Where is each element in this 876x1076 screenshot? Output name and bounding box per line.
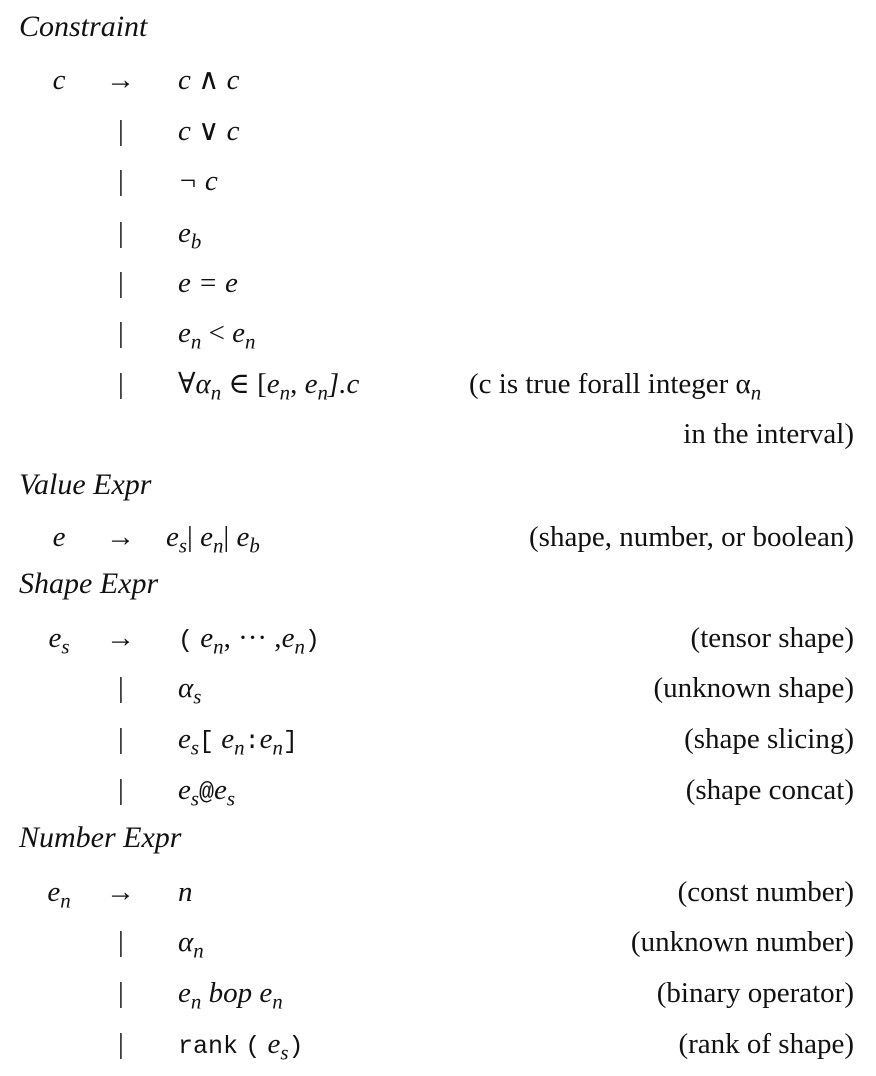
- rule-rhs: $e_s|$ $e_n|$ $e_b$: [166, 521, 260, 558]
- number-expr-title: Number Expr: [19, 821, 182, 854]
- rule-note: (shape slicing): [684, 723, 854, 755]
- rule-note: (c is true forall integer $\alpha_n$: [469, 368, 762, 405]
- rule-rhs: ( $e_n$, ··· $,e_n$): [178, 622, 320, 659]
- alternative-bar: |: [118, 115, 124, 147]
- rule-rhs: $\alpha_s$: [178, 672, 202, 709]
- constraint-forall-note-continuation: [0, 414, 876, 454]
- number-rule-const: [0, 872, 876, 912]
- rule-rhs: $e_n < e_n$: [178, 317, 256, 354]
- rule-note: (shape, number, or boolean): [529, 521, 854, 553]
- alternative-bar: |: [118, 217, 124, 249]
- number-lhs: $e_n$: [47, 876, 71, 913]
- rule-rhs: $e_n$ bop $e_n$: [178, 977, 283, 1014]
- shape-expr-title: Shape Expr: [19, 567, 159, 600]
- rule-rhs: $\forall\alpha_n$ ∈ [$e_n$, $e_n].c$: [178, 368, 360, 405]
- constraint-rule-boolean: [0, 213, 876, 253]
- rule-note: (unknown shape): [653, 672, 854, 704]
- number-rule-binop: [0, 973, 876, 1013]
- constraint-title: Constraint: [19, 10, 148, 43]
- production-arrow: →: [106, 876, 135, 908]
- rule-rhs: rank ( $e_s$): [178, 1028, 304, 1065]
- rule-note: (rank of shape): [678, 1028, 854, 1060]
- constraint-lhs: c: [52, 64, 66, 96]
- production-arrow: →: [106, 622, 135, 654]
- rule-rhs: $\alpha_n$: [178, 926, 204, 963]
- rule-note: in the interval): [683, 418, 854, 450]
- constraint-rule-equality: [0, 263, 876, 303]
- constraint-rule-conjunction: [0, 60, 876, 100]
- alternative-bar: |: [118, 317, 124, 349]
- rule-note: (const number): [677, 876, 854, 908]
- constraint-rule-forall: [0, 364, 876, 404]
- alternative-bar: |: [118, 267, 124, 299]
- rule-rhs: n: [178, 876, 193, 908]
- shape-lhs: $e_s$: [48, 622, 70, 659]
- rule-note: (shape concat): [685, 774, 854, 806]
- shape-rule-slicing: [0, 719, 876, 759]
- production-arrow: →: [106, 521, 135, 553]
- rule-rhs: ¬ c: [178, 165, 218, 197]
- rule-rhs: e = e: [178, 267, 238, 299]
- shape-rule-tensor: [0, 618, 876, 658]
- alternative-bar: |: [118, 165, 124, 197]
- rule-rhs: c ∧ c: [178, 64, 240, 96]
- rule-rhs: $e_b$: [178, 217, 202, 254]
- alternative-bar: |: [118, 926, 124, 958]
- alternative-bar: |: [118, 672, 124, 704]
- number-rule-rank: [0, 1024, 876, 1064]
- rule-note: (binary operator): [656, 977, 854, 1009]
- production-arrow: →: [106, 64, 135, 96]
- rule-rhs: $e_s@e_s$: [178, 774, 236, 811]
- constraint-rule-less-than: [0, 313, 876, 353]
- alternative-bar: |: [118, 977, 124, 1009]
- rule-note: (unknown number): [630, 926, 854, 958]
- value-lhs: e: [52, 521, 66, 553]
- value-rule: [0, 517, 876, 557]
- alternative-bar: |: [118, 723, 124, 755]
- alternative-bar: |: [118, 1028, 124, 1060]
- shape-rule-concat: [0, 770, 876, 810]
- rule-rhs: c ∨ c: [178, 115, 240, 147]
- rule-note: (tensor shape): [690, 622, 854, 654]
- alternative-bar: |: [118, 774, 124, 806]
- value-expr-title: Value Expr: [19, 468, 152, 501]
- rule-rhs: $e_s$[ $e_n:e_n$]: [178, 723, 298, 760]
- constraint-rule-disjunction: [0, 111, 876, 151]
- shape-rule-unknown: [0, 668, 876, 708]
- number-rule-unknown: [0, 922, 876, 962]
- constraint-rule-negation: [0, 161, 876, 201]
- alternative-bar: |: [118, 368, 124, 400]
